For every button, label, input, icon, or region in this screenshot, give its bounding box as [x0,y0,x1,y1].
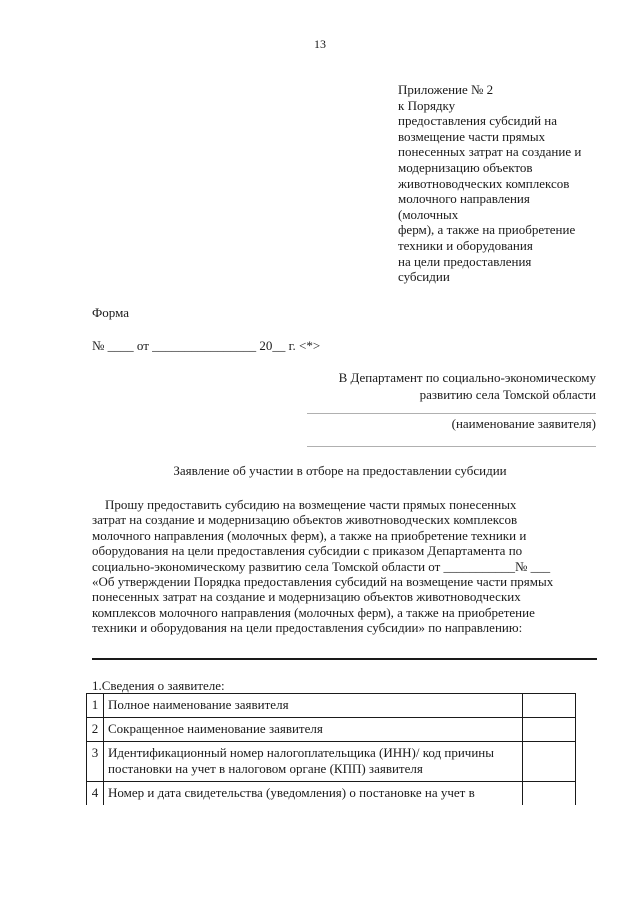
appendix-line: ферм), а также на приобретение [398,222,576,238]
row-value-cell[interactable] [523,694,576,718]
appendix-line: модернизацию объектов [398,159,533,175]
applicant-extra-line [307,446,596,447]
applicant-caption: (наименование заявителя) [451,416,596,431]
row-value-cell[interactable] [523,718,576,742]
appendix-line: понесенных затрат на создание и [398,144,582,160]
addressee-block [300,369,596,403]
appendix-header [398,82,618,285]
row-label: Номер и дата свидетельства (уведомления) о постановке на учет в [104,782,523,806]
row-value-cell[interactable] [523,742,576,782]
statement-line: молочного направления (молочных ферм), а также на приобретение техники и [92,527,527,543]
applicant-name-line [307,413,596,414]
row-number: 4 [87,782,104,806]
statement-title: Заявление об участии в отборе на предоставлении субсидии [173,463,507,478]
statement-body [92,497,612,636]
row-number: 2 [87,718,104,742]
statement-line: затрат на создание и модернизацию объектов животноводческих комплексов [92,512,518,528]
statement-line: техники и оборудования на цели предоставления субсидии» по направлению: [92,620,523,636]
appendix-line: возмещение части прямых [398,128,546,144]
table-row [87,782,576,806]
direction-line [92,658,597,660]
row-label: Идентификационный номер налогоплательщика (ИНН)/ код причины постановки на учет в налоговом органе (КПП) заявителя [104,742,523,782]
form-number-date-line: № ____ от ________________ 20__ г. <*> [92,338,321,353]
appendix-line: молочного направления [398,191,530,207]
page-number: 13 [314,37,326,51]
appendix-line: субсидии [398,269,450,285]
statement-line: понесенных затрат на создание и модернизацию объектов животноводческих [92,589,521,605]
statement-line: комплексов молочного направления (молочных ферм), а также на приобретение [92,604,535,620]
form-label: Форма [92,305,129,320]
appendix-line: на цели предоставления [398,253,532,269]
row-label: Полное наименование заявителя [104,694,523,718]
statement-line: Прошу предоставить субсидию на возмещение части прямых понесенных [92,497,517,512]
table-row [87,742,576,782]
applicant-info-table [86,693,576,805]
appendix-line: животноводческих комплексов [398,175,570,191]
section-title: 1.Сведения о заявителе: [92,678,225,693]
statement-line: оборудования на цели предоставления субсидии с приказом Департамента по [92,543,523,559]
statement-line: социально-экономическому развитию села Томской области от ___________№ ___ [92,558,551,574]
appendix-line: Приложение № 2 [398,82,494,97]
row-value-cell[interactable] [523,782,576,806]
appendix-line: к Порядку [398,97,456,113]
row-number: 1 [87,694,104,718]
addressee-line: В Департамент по социально-экономическому [338,370,596,385]
appendix-line: предоставления субсидий на [398,113,558,129]
appendix-line: техники и оборудования [398,237,533,253]
addressee-line: развитию села Томской области [419,387,596,402]
row-number: 3 [87,742,104,782]
statement-line: «Об утверждении Порядка предоставления субсидий на возмещение части прямых [92,574,554,590]
table-row [87,694,576,718]
table-row [87,718,576,742]
appendix-line: (молочных [398,206,459,222]
row-label: Сокращенное наименование заявителя [104,718,523,742]
